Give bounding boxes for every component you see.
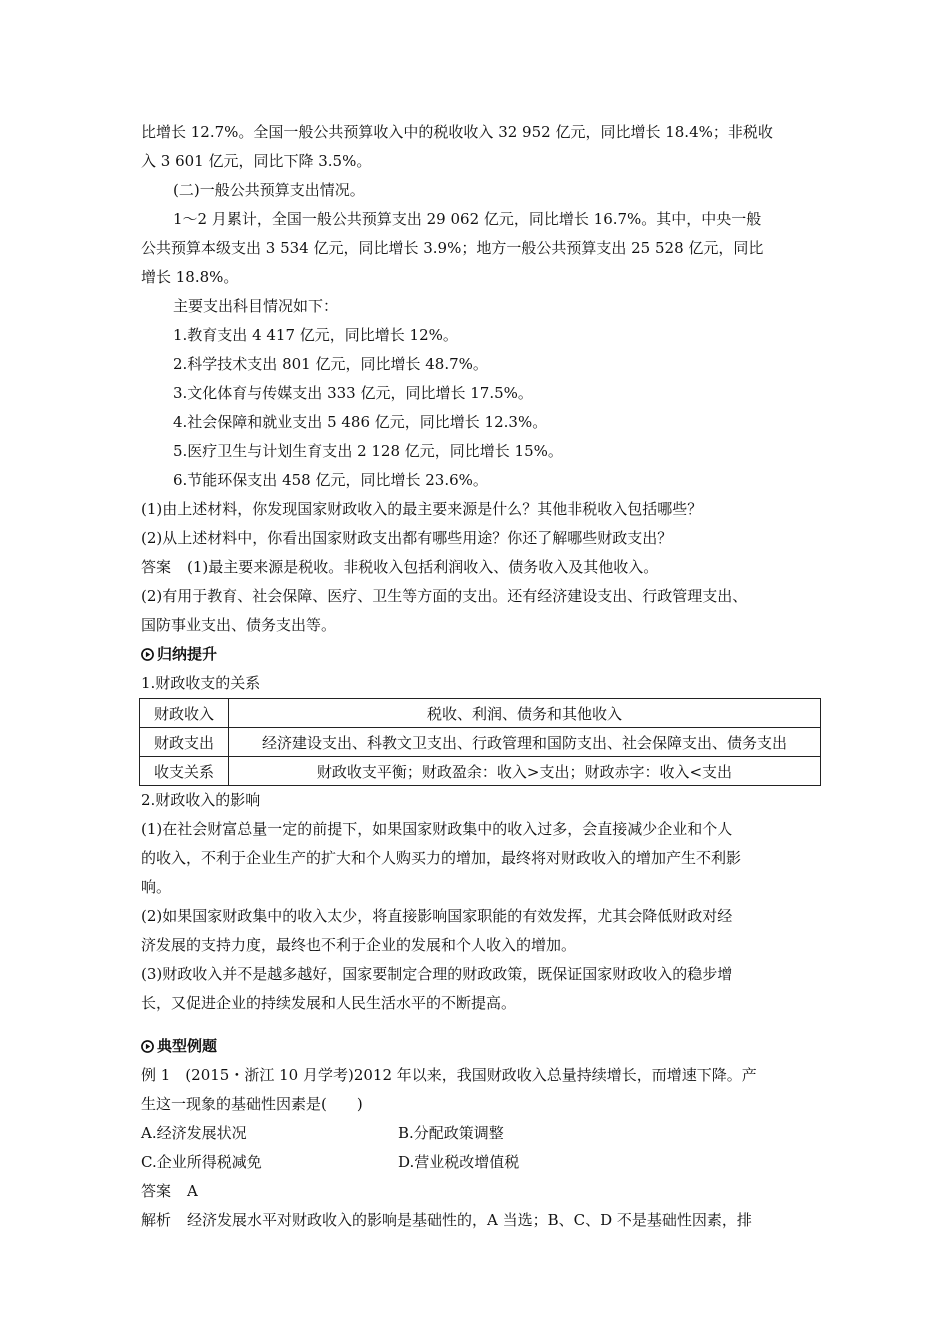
table-row <box>140 699 821 728</box>
items-intro: 主要支出科目情况如下： <box>173 297 339 315</box>
option-c: C.企业所得税减免 <box>141 1153 262 1171</box>
document-content <box>141 118 821 1235</box>
list-item: 2.科学技术支出 801 亿元，同比增长 48.7%。 <box>173 355 488 373</box>
impact-line: 响。 <box>141 878 172 896</box>
answer-line <box>141 553 821 582</box>
example-question-line: 例 1 (2015・浙江 10 月学考)2012 年以来，我国财政收入总量持续增长，而增速下降。产 <box>141 1066 757 1084</box>
list-item: 3.文化体育与传媒支出 333 亿元，同比增长 17.5%。 <box>173 384 533 402</box>
option-b: B.分配政策调整 <box>398 1124 504 1142</box>
table-value-cell: 经济建设支出、科教文卫支出、行政管理和国防支出、社会保障支出、债务支出 <box>229 728 821 757</box>
table-key-cell: 收支关系 <box>140 757 229 786</box>
impact-line: 长，又促进企业的持续发展和人民生活水平的不断提高。 <box>141 994 517 1012</box>
options-row <box>141 1148 821 1177</box>
impact-line: (2)如果国家财政集中的收入太少，将直接影响国家职能的有效发挥，尤其会降低财政对经 <box>141 907 733 925</box>
table-row <box>140 728 821 757</box>
summary-subtitle-2: 2.财政收入的影响 <box>141 791 261 809</box>
expense-heading: (二)一般公共预算支出情况。 <box>173 181 365 199</box>
option-d: D.营业税改增值税 <box>398 1153 520 1171</box>
paragraph-line: 比增长 12.7%。全国一般公共预算收入中的税收收入 32 952 亿元，同比增长 18.4%；非税收 <box>141 123 773 141</box>
example-analysis <box>141 1206 821 1235</box>
answer-value: A <box>187 1182 198 1200</box>
impact-line: 的收入，不利于企业生产的扩大和个人购买力的增加，最终将对财政收入的增加产生不利影 <box>141 849 742 867</box>
answer-line: (2)有用于教育、社会保障、医疗、卫生等方面的支出。还有经济建设支出、行政管理支出、 <box>141 587 748 605</box>
table-key-cell: 财政支出 <box>140 728 229 757</box>
impact-line: 济发展的支持力度，最终也不利于企业的发展和个人收入的增加。 <box>141 936 577 954</box>
paragraph-line: 入 3 601 亿元，同比下降 3.5%。 <box>141 152 372 170</box>
impact-line: (1)在社会财富总量一定的前提下，如果国家财政集中的收入过多，会直接减少企业和个人 <box>141 820 733 838</box>
paragraph-line: 增长 18.8%。 <box>141 268 239 286</box>
paragraph-line: 公共预算本级支出 3 534 亿元，同比增长 3.9%；地方一般公共预算支出 25 528 亿元，同比 <box>141 239 764 257</box>
table-value-cell: 财政收支平衡；财政盈余：收入>支出；财政赤字：收入<支出 <box>229 757 821 786</box>
table-value-cell: 税收、利润、债务和其他收入 <box>229 699 821 728</box>
example-answer <box>141 1177 821 1206</box>
answer-text: (1)最主要来源是税收。非税收入包括利润收入、债务收入及其他收入。 <box>187 558 659 576</box>
play-circle-icon <box>141 1040 154 1053</box>
answer-line: 国防事业支出、债务支出等。 <box>141 616 337 634</box>
list-item: 6.节能环保支出 458 亿元，同比增长 23.6%。 <box>173 471 488 489</box>
table-key-cell: 财政收入 <box>140 699 229 728</box>
analysis-label: 解析 <box>141 1211 172 1229</box>
answer-label: 答案 <box>141 558 172 576</box>
summary-subtitle: 1.财政收支的关系 <box>141 674 261 692</box>
summary-title: 归纳提升 <box>157 645 218 663</box>
question-1: (1)由上述材料，你发现国家财政收入的最主要来源是什么？其他非税收入包括哪些？ <box>141 500 703 518</box>
question-2: (2)从上述材料中，你看出国家财政支出都有哪些用途？你还了解哪些财政支出？ <box>141 529 673 547</box>
answer-label: 答案 <box>141 1182 172 1200</box>
paragraph-line: 1～2 月累计，全国一般公共预算支出 29 062 亿元，同比增长 16.7%。其中，中央一般 <box>173 210 762 228</box>
summary-heading <box>141 640 821 669</box>
table-row <box>140 757 821 786</box>
options-row <box>141 1119 821 1148</box>
list-item: 4.社会保障和就业支出 5 486 亿元，同比增长 12.3%。 <box>173 413 548 431</box>
example-question-line: 生这一现象的基础性因素是( ) <box>141 1095 363 1113</box>
option-a: A.经济发展状况 <box>141 1124 247 1142</box>
list-item: 1.教育支出 4 417 亿元，同比增长 12%。 <box>173 326 458 344</box>
impact-line: (3)财政收入并不是越多越好，国家要制定合理的财政政策，既保证国家财政收入的稳步增 <box>141 965 733 983</box>
play-circle-icon <box>141 648 154 661</box>
analysis-text: 经济发展水平对财政收入的影响是基础性的，A 当选；B、C、D 不是基础性因素，排 <box>187 1211 752 1229</box>
example-heading <box>141 1032 821 1061</box>
finance-table <box>139 698 821 786</box>
example-title: 典型例题 <box>157 1037 218 1055</box>
list-item: 5.医疗卫生与计划生育支出 2 128 亿元，同比增长 15%。 <box>173 442 563 460</box>
